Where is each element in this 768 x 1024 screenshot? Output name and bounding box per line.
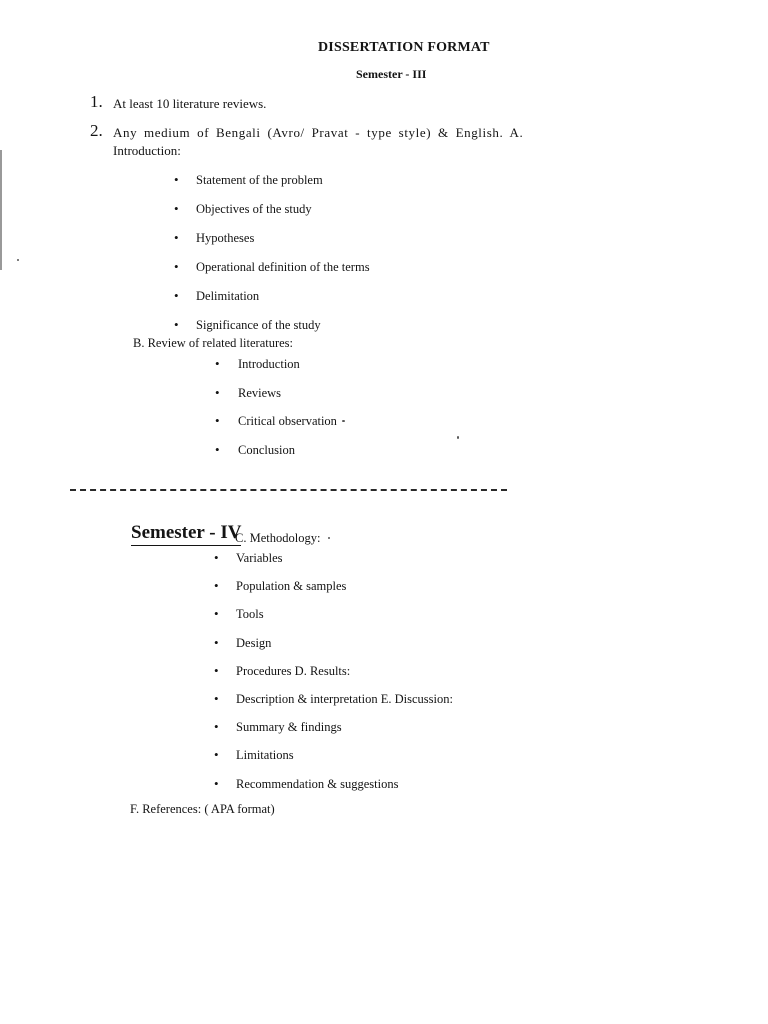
document-subtitle: Semester - III xyxy=(356,67,427,81)
introduction-list xyxy=(174,171,370,345)
semester-4-heading xyxy=(131,522,241,544)
list-item xyxy=(214,605,453,633)
list-item-text: Population & samples xyxy=(236,579,347,594)
bullet-icon: • xyxy=(174,201,179,216)
bullet-icon: • xyxy=(214,550,219,565)
item-1-number: 1. xyxy=(90,92,103,111)
methodology-heading: C. Methodology: xyxy=(235,531,321,545)
dashed-divider xyxy=(70,489,507,491)
item-1-text: At least 10 literature reviews. xyxy=(113,96,267,111)
list-item-text: Description & interpretation E. Discussion: xyxy=(236,691,453,706)
scan-speck xyxy=(342,420,345,422)
list-item-text: Delimitation xyxy=(196,289,260,303)
list-item xyxy=(215,441,337,470)
list-item-text: Tools xyxy=(236,607,264,622)
list-item-text: Limitations xyxy=(236,748,294,763)
list-item xyxy=(214,549,453,577)
list-item-text: Objectives of the study xyxy=(196,202,312,216)
bullet-icon: • xyxy=(215,384,220,400)
review-list xyxy=(215,355,337,469)
scan-speck xyxy=(328,537,330,539)
bullet-icon: • xyxy=(215,413,220,428)
item-2-text-line1: Any medium of Bengali (Avro/ Pravat - type style) & English. A. xyxy=(113,125,524,140)
list-item xyxy=(214,746,453,774)
list-item xyxy=(214,690,453,718)
list-item-text: Significance of the study xyxy=(196,318,321,332)
list-item xyxy=(215,412,337,441)
bullet-icon: • xyxy=(214,719,219,735)
bullet-icon: • xyxy=(215,441,220,457)
list-item-text: Introduction xyxy=(238,357,300,371)
bullet-icon: • xyxy=(215,356,220,371)
list-item xyxy=(215,384,337,413)
bullet-icon: • xyxy=(174,288,179,303)
list-item-text: Variables xyxy=(236,551,283,565)
bullet-icon: • xyxy=(174,317,179,332)
bullet-icon: • xyxy=(214,606,219,622)
bullet-icon: • xyxy=(174,230,179,245)
list-item xyxy=(174,229,370,258)
bullet-icon: • xyxy=(174,259,179,274)
list-item xyxy=(174,171,370,200)
list-item xyxy=(214,577,453,605)
review-heading: B. Review of related literatures: xyxy=(133,336,294,350)
list-item-text: Design xyxy=(236,635,272,650)
list-item xyxy=(174,258,370,287)
list-item-text: Summary & findings xyxy=(236,720,342,735)
bullet-icon: • xyxy=(214,634,219,650)
bullet-icon: • xyxy=(214,690,219,706)
list-item xyxy=(174,200,370,229)
references-line: F. References: ( APA format) xyxy=(130,802,275,816)
list-item xyxy=(215,355,337,384)
bullet-icon: • xyxy=(214,747,219,763)
list-item-text: Procedures D. Results: xyxy=(236,663,351,678)
scan-speck xyxy=(17,259,19,261)
scan-speck xyxy=(457,436,459,439)
scan-edge-mark xyxy=(0,150,2,270)
list-item xyxy=(214,775,453,803)
methodology-list xyxy=(214,549,453,803)
item-2-number: 2. xyxy=(90,121,103,140)
bullet-icon: • xyxy=(214,578,219,594)
semester-4-label: Semester - IV xyxy=(131,522,242,543)
list-item-text: Hypotheses xyxy=(196,231,255,245)
list-item xyxy=(214,662,453,690)
list-item-text: Statement of the problem xyxy=(196,173,323,187)
list-item-text: Reviews xyxy=(238,385,282,400)
document-title: DISSERTATION FORMAT xyxy=(318,40,490,55)
list-item-text: Critical observation xyxy=(238,414,337,428)
list-item xyxy=(214,718,453,746)
list-item xyxy=(174,287,370,316)
bullet-icon: • xyxy=(174,172,179,187)
list-item-text: Conclusion xyxy=(238,442,295,457)
bullet-icon: • xyxy=(214,775,219,791)
item-2-text-line2: Introduction: xyxy=(113,143,181,158)
bullet-icon: • xyxy=(214,662,219,678)
list-item xyxy=(214,634,453,662)
list-item-text: Operational definition of the terms xyxy=(196,260,370,274)
underline xyxy=(131,545,241,546)
list-item-text: Recommendation & suggestions xyxy=(236,776,399,791)
